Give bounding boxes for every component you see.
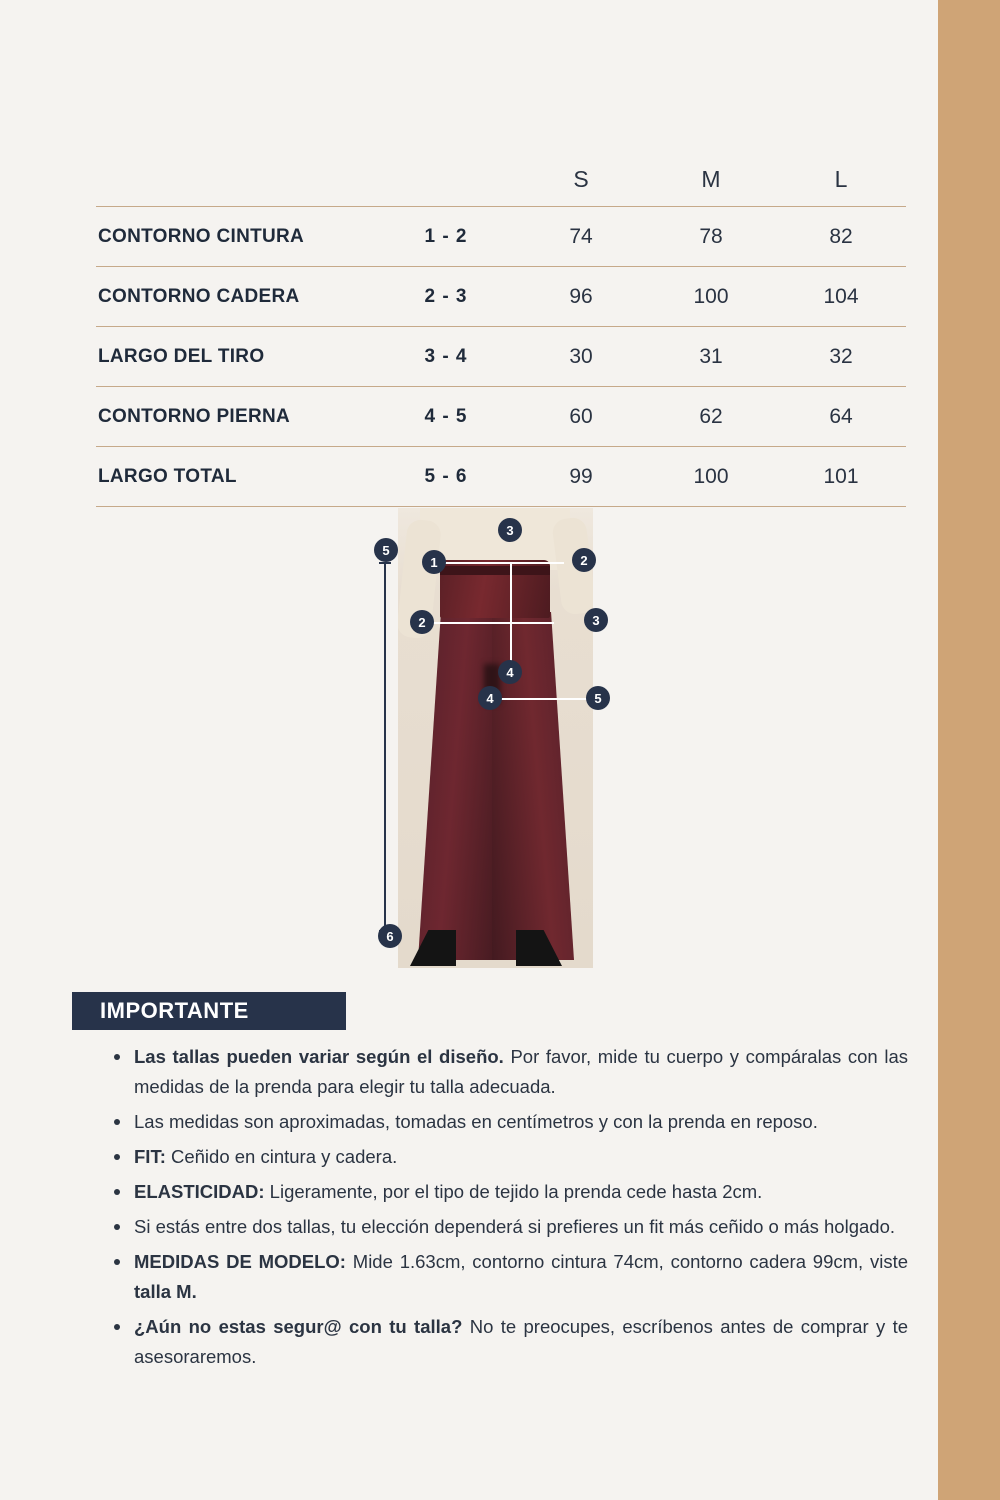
row-points: 2 - 3	[424, 285, 468, 307]
note-bold: ¿Aún no estas segur@ con tu talla?	[134, 1316, 463, 1337]
marker-3-top: 3	[498, 518, 522, 542]
row-value-s: 99	[569, 464, 593, 488]
row-value-s: 96	[569, 284, 593, 308]
note-text: Mide 1.63cm, contorno cintura 74cm, contorno cadera 99cm, viste	[345, 1251, 909, 1272]
important-header	[72, 992, 346, 1030]
note-text: Ligeramente, por el tipo de tejido la prenda cede hasta 2cm.	[264, 1181, 763, 1202]
row-label: LARGO DEL TIRO	[98, 345, 265, 367]
list-item	[108, 1107, 908, 1137]
header-blank-label	[96, 152, 376, 207]
row-value-l: 64	[829, 404, 853, 428]
list-item	[108, 1247, 908, 1307]
marker-4-leg-left: 4	[478, 686, 502, 710]
note-bold: Las tallas pueden variar según el diseño.	[134, 1046, 504, 1067]
note-text: Por favor, mide tu cuerpo y compáralas con las medidas de la prenda para elegir tu talla adecuada.	[134, 1046, 908, 1097]
row-points: 3 - 4	[424, 345, 468, 367]
header-size-s: S	[573, 165, 589, 192]
row-points: 5 - 6	[424, 465, 468, 487]
marker-1-waist-left: 1	[422, 550, 446, 574]
note-bold-tail: talla M.	[134, 1281, 197, 1302]
important-title: IMPORTANTE	[100, 998, 249, 1023]
marker-4-rise: 4	[498, 660, 522, 684]
marker-5-leg-right: 5	[586, 686, 610, 710]
table-row	[96, 387, 906, 447]
row-value-m: 100	[693, 284, 729, 308]
marker-2-waist-right: 2	[572, 548, 596, 572]
total-length-cap-top	[379, 562, 391, 564]
row-value-s: 74	[569, 224, 593, 248]
header-blank-points	[376, 152, 516, 207]
note-text: Las medidas son aproximadas, tomadas en centímetros y con la prenda en reposo.	[134, 1111, 818, 1132]
row-points: 4 - 5	[424, 405, 468, 427]
row-value-m: 62	[699, 404, 723, 428]
list-item	[108, 1177, 908, 1207]
row-label: CONTORNO CINTURA	[98, 225, 305, 247]
hip-measure-line	[424, 622, 554, 624]
table-row	[96, 267, 906, 327]
row-value-s: 30	[569, 344, 593, 368]
row-value-s: 60	[569, 404, 593, 428]
table-row	[96, 207, 906, 267]
list-item	[108, 1042, 908, 1102]
note-text: Si estás entre dos tallas, tu elección dependerá si prefieres un fit más ceñido o más holgado.	[134, 1216, 895, 1237]
waist-measure-line	[434, 562, 564, 564]
row-label: LARGO TOTAL	[98, 465, 237, 487]
row-label: CONTORNO PIERNA	[98, 405, 291, 427]
row-value-l: 101	[823, 464, 859, 488]
size-table	[96, 152, 906, 507]
row-points: 1 - 2	[424, 225, 468, 247]
table-header-row	[96, 152, 906, 207]
header-size-m: M	[701, 165, 721, 192]
model-photo	[398, 508, 593, 968]
leg-measure-line	[492, 698, 592, 700]
table-row	[96, 327, 906, 387]
note-text: Ceñido en cintura y cadera.	[165, 1146, 398, 1167]
list-item	[108, 1312, 908, 1372]
marker-3-hip-right: 3	[584, 608, 608, 632]
row-value-m: 100	[693, 464, 729, 488]
important-notes-list	[108, 1042, 908, 1377]
rise-measure-line	[510, 562, 512, 672]
row-label: CONTORNO CADERA	[98, 285, 300, 307]
trouser-belt	[440, 566, 550, 575]
measurement-figure	[370, 500, 620, 970]
row-value-l: 32	[829, 344, 853, 368]
row-value-m: 31	[699, 344, 723, 368]
marker-5-top: 5	[374, 538, 398, 562]
list-item	[108, 1142, 908, 1172]
table-row	[96, 447, 906, 507]
note-bold: ELASTICIDAD:	[134, 1181, 265, 1202]
marker-2-hip-left: 2	[410, 610, 434, 634]
total-length-line	[384, 562, 386, 932]
note-bold: MEDIDAS DE MODELO:	[134, 1251, 346, 1272]
header-size-l: L	[834, 165, 848, 192]
row-value-m: 78	[699, 224, 723, 248]
note-bold: FIT:	[134, 1146, 166, 1167]
row-value-l: 104	[823, 284, 859, 308]
list-item	[108, 1212, 908, 1242]
note-text: No te preocupes, escríbenos antes de comprar y te asesoraremos.	[134, 1316, 908, 1367]
marker-6-bottom: 6	[378, 924, 402, 948]
right-color-strip	[938, 0, 1000, 1500]
row-value-l: 82	[829, 224, 853, 248]
